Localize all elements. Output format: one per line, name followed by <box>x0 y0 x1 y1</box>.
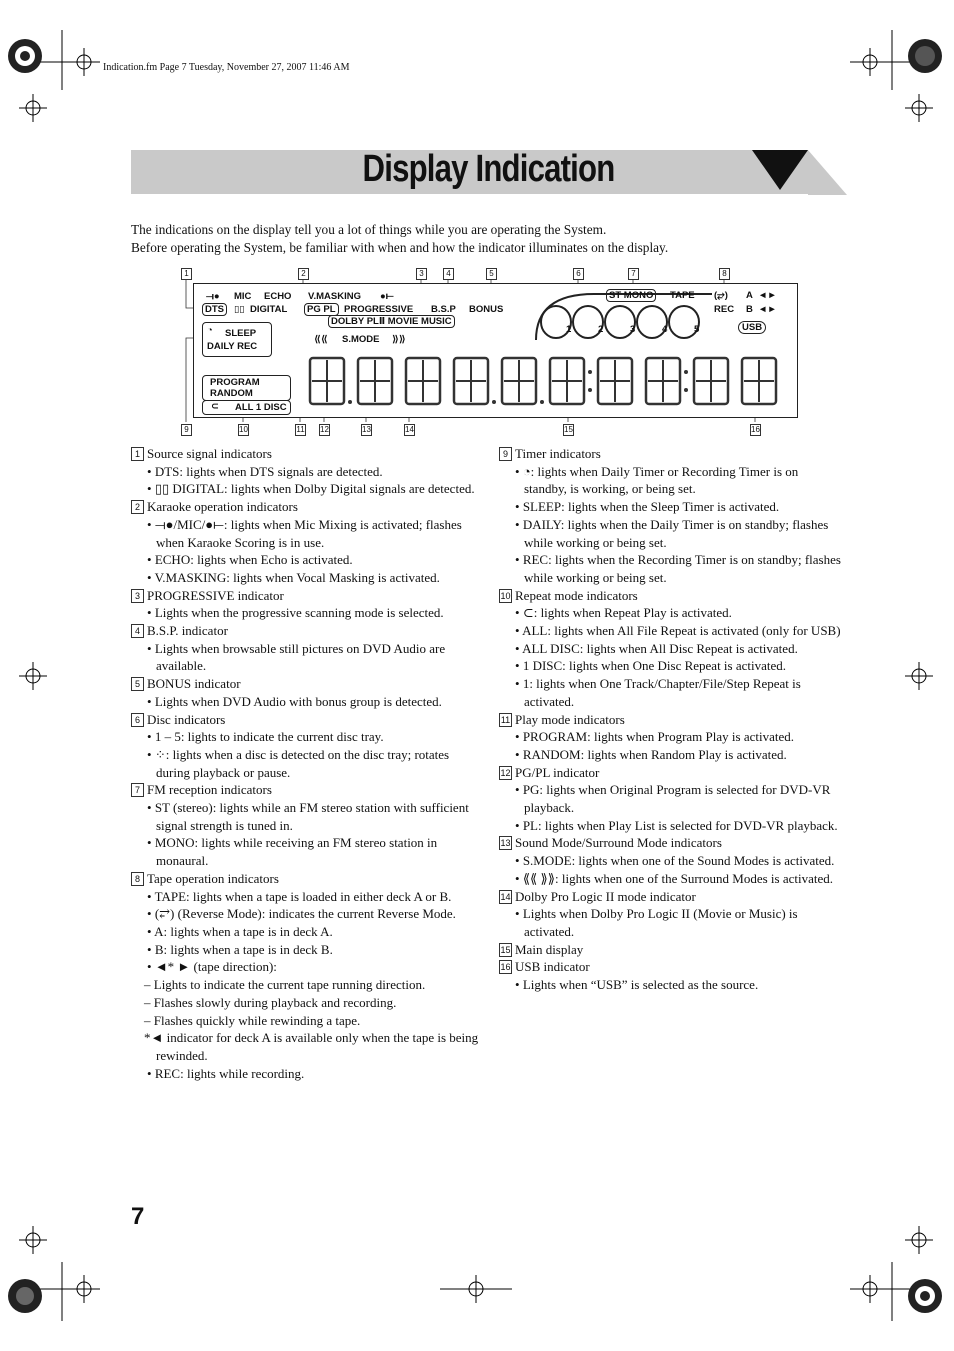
section-title: Main display <box>515 941 584 957</box>
section-number: 2 <box>131 500 144 514</box>
section-heading <box>499 587 844 605</box>
bullet-item: • ◄* ► (tape direction): <box>131 958 481 976</box>
section-heading <box>499 941 844 959</box>
bullet-item: • RANDOM: lights when Random Play is activated. <box>499 746 844 764</box>
callout-number: 3 <box>416 268 427 280</box>
bullet-item: • ⟞●/MIC/●⟝: lights when Mic Mixing is activated; flashes when Karaoke Scoring is in use. <box>131 516 481 551</box>
reverse-mode-icon: (⥂) <box>714 290 728 301</box>
right-column <box>499 445 844 994</box>
display-diagram <box>170 264 800 439</box>
section-number: 12 <box>500 767 511 778</box>
callout-number: 2 <box>298 268 309 280</box>
section-number: 16 <box>500 962 511 973</box>
tape-direction-icon: ◄► <box>758 304 777 315</box>
section-number: 6 <box>131 713 144 727</box>
section-heading <box>131 622 481 640</box>
bullet-item: • Lights when the progressive scanning mode is selected. <box>131 604 481 622</box>
section-title: BONUS indicator <box>147 676 241 692</box>
section-title: Dolby Pro Logic II mode indicator <box>515 888 696 904</box>
deck-a-indicator: A <box>746 290 753 301</box>
usb-indicator: USB <box>738 321 766 334</box>
section-heading <box>499 958 844 976</box>
all-1disc-indicator: ALL 1 DISC <box>235 402 287 413</box>
dolby-label: DOLBY PLⅡ <box>331 316 386 327</box>
deck-b-indicator: B <box>746 304 753 315</box>
section-title: FM reception indicators <box>147 782 272 798</box>
page-title: Display Indication <box>362 148 615 190</box>
section-title: USB indicator <box>515 959 590 975</box>
section-title: Disc indicators <box>147 711 226 727</box>
echo-indicator: ECHO <box>264 291 292 302</box>
section-title: Source signal indicators <box>147 446 272 461</box>
bullet-item: • MONO: lights while receiving an FM stereo station in monaural. <box>131 834 481 869</box>
bullet-item: • REC: lights when the Recording Timer is on standby; flashes while working or being set. <box>499 551 844 586</box>
bullet-item: • Lights when browsable still pictures on DVD Audio are available. <box>131 640 481 675</box>
callout-number: 7 <box>628 268 639 280</box>
bullet-item: • Lights when “USB” is selected as the source. <box>499 976 844 994</box>
main-display-segments <box>306 354 790 410</box>
callout-number: 16 <box>751 425 760 434</box>
timer-box <box>202 322 272 357</box>
bullet-item: • Lights when Dolby Pro Logic II (Movie or Music) is activated. <box>499 905 844 940</box>
section-title: Tape operation indicators <box>147 870 279 886</box>
program-indicator: PROGRAM <box>210 377 260 388</box>
section-number: 11 <box>500 714 511 725</box>
callout-number: 10 <box>239 425 248 434</box>
bullet-item: • Lights when DVD Audio with bonus group is detected. <box>131 693 481 711</box>
section-heading <box>131 587 481 605</box>
intro-line: Before operating the System, be familiar with when and how the indicator illuminates on the display. <box>131 240 669 255</box>
section-heading <box>499 445 844 463</box>
file-info: Indication.fm Page 7 Tuesday, November 27, 2007 11:46 AM <box>103 62 350 73</box>
mic-indicator: MIC <box>234 291 252 302</box>
bullet-item: • PROGRAM: lights when Program Play is activated. <box>499 728 844 746</box>
callout-number: 6 <box>573 268 584 280</box>
bullet-item: • A: lights when a tape is in deck A. <box>131 923 481 941</box>
page-number: 7 <box>131 1203 145 1230</box>
intro-line: The indications on the display tell you a lot of things while you are operating the System. <box>131 222 607 237</box>
callout-number: 13 <box>362 425 371 434</box>
section-heading <box>131 711 481 729</box>
section-heading <box>131 870 481 888</box>
bullet-item: • DTS: lights when DTS signals are detected. <box>131 463 481 481</box>
section-title: PG/PL indicator <box>515 764 600 780</box>
section-heading <box>499 711 844 729</box>
disc-number: 1 <box>566 324 572 335</box>
bullet-item: • ⁘: lights when a disc is detected on the disc tray; rotates during playback or pause. <box>131 746 481 781</box>
movie-label: MOVIE <box>387 316 419 327</box>
section-title: PROGRESSIVE indicator <box>147 587 284 603</box>
dolby-digital-icon: ▯▯ <box>234 304 245 315</box>
bullet-item: • 1 – 5: lights to indicate the current disc tray. <box>131 728 481 746</box>
mic-mixing-icon: ●⟝ <box>380 291 394 302</box>
section-title: Play mode indicators <box>515 711 625 727</box>
section-heading <box>131 445 481 463</box>
rec-indicator: REC <box>714 304 735 315</box>
disc-number: 5 <box>694 324 700 335</box>
bullet-item: • S.MODE: lights when one of the Sound Modes is activated. <box>499 852 844 870</box>
sub-item: – Lights to indicate the current tape running direction. <box>144 977 426 993</box>
pgpl-indicator: PG PL <box>304 303 339 316</box>
callout-number: 12 <box>320 425 329 434</box>
bullet-item: • PG: lights when Original Program is selected for DVD-VR playback. <box>499 781 844 816</box>
repeat-icon: ⊂ <box>211 401 219 412</box>
section-number: 15 <box>500 944 511 955</box>
vmasking-indicator: V.MASKING <box>308 291 361 302</box>
tape-indicator: TAPE <box>670 290 695 301</box>
st-mono-indicator: ST MONO <box>606 289 656 302</box>
digital-indicator: DIGITAL <box>250 304 288 315</box>
section-heading <box>131 675 481 693</box>
tape-direction-icon: ◄► <box>758 290 777 301</box>
music-label: MUSIC <box>421 316 452 327</box>
play-mode-box <box>202 375 291 401</box>
callout-number: 1 <box>181 268 192 280</box>
section-title: Karaoke operation indicators <box>147 499 298 515</box>
callout-number: 9 <box>181 424 192 436</box>
bullet-item: • ⊂: lights when Repeat Play is activated. <box>499 604 844 622</box>
section-heading <box>131 498 481 516</box>
section-number: 9 <box>499 447 512 461</box>
callout-number: 5 <box>486 268 497 280</box>
section-number: 13 <box>500 838 511 849</box>
section-heading <box>499 764 844 782</box>
section-title: B.S.P. indicator <box>147 623 228 639</box>
callout-number: 15 <box>564 425 573 434</box>
section-number: 7 <box>131 783 144 797</box>
bullet-item: • ⟪⟪ ⟫⟫: lights when one of the Surround Modes is activated. <box>499 870 844 888</box>
bullet-item: • ALL DISC: lights when All Disc Repeat is activated. <box>499 640 844 658</box>
bullet-item: • 1: lights when One Track/Chapter/File/Step Repeat is activated. <box>499 675 844 710</box>
section-number: 10 <box>500 590 511 601</box>
section-number: 4 <box>131 624 144 638</box>
bullet-item: • ECHO: lights when Echo is activated. <box>131 551 481 569</box>
disc-number: 3 <box>630 324 636 335</box>
callout-number: 14 <box>405 425 414 434</box>
section-heading <box>131 781 481 799</box>
section-title: Timer indicators <box>515 446 601 461</box>
repeat-box <box>202 400 291 415</box>
sub-item: – Flashes slowly during playback and recording. <box>144 994 397 1010</box>
bullet-item: • ◔: lights when Daily Timer or Recording Timer is on standby, is working, or being set. <box>499 463 844 498</box>
section-number: 8 <box>131 872 144 886</box>
bullet-item: • PL: lights when Play List is selected for DVD-VR playback. <box>499 817 844 835</box>
dolby-pl2-indicator <box>328 315 455 328</box>
callout-number: 8 <box>719 268 730 280</box>
mic-mixing-icon: ⟞● <box>206 291 220 302</box>
bullet-item: • ALL: lights when All File Repeat is activated (only for USB) <box>499 622 844 640</box>
progressive-indicator: PROGRESSIVE <box>344 304 414 315</box>
callout-number: 4 <box>443 268 454 280</box>
random-indicator: RANDOM <box>210 388 253 399</box>
sub-item: – Flashes quickly while rewinding a tape. <box>144 1012 361 1028</box>
daily-rec-indicator: DAILY REC <box>207 341 258 352</box>
clock-icon: ◔ <box>207 325 213 336</box>
bullet-item: • B: lights when a tape is in deck B. <box>131 941 481 959</box>
bullet-item: • 1 DISC: lights when One Disc Repeat is activated. <box>499 657 844 675</box>
surround-right-icon: ⟫⟫ <box>392 334 406 345</box>
section-heading <box>499 834 844 852</box>
callout-number: 11 <box>296 425 305 434</box>
bullet-item: • ▯▯ DIGITAL: lights when Dolby Digital signals are detected. <box>131 480 481 498</box>
disc-number: 2 <box>598 324 604 335</box>
bullet-item: • (⥂) (Reverse Mode): indicates the current Reverse Mode. <box>131 905 481 923</box>
left-column <box>131 445 481 1082</box>
bullet-item: • DAILY: lights when the Daily Timer is on standby; flashes while working or being set. <box>499 516 844 551</box>
disc-number: 4 <box>662 324 668 335</box>
bullet-item: • SLEEP: lights when the Sleep Timer is activated. <box>499 498 844 516</box>
surround-left-icon: ⟪⟪ <box>314 334 328 345</box>
bullet-item: • V.MASKING: lights when Vocal Masking is activated. <box>131 569 481 587</box>
sleep-indicator: SLEEP <box>225 328 257 339</box>
section-number: 1 <box>131 447 144 461</box>
fl-display-panel <box>193 283 798 418</box>
bullet-item: • ST (stereo): lights while an FM stereo station with sufficient signal strength is tuned in. <box>131 799 481 834</box>
section-number: 14 <box>500 891 511 902</box>
section-number: 3 <box>131 589 144 603</box>
sub-item: *◄ indicator for deck A is available only when the tape is being rewinded. <box>144 1030 479 1063</box>
section-title: Sound Mode/Surround Mode indicators <box>515 835 722 851</box>
smode-indicator: S.MODE <box>342 334 380 345</box>
bonus-indicator: BONUS <box>469 304 504 315</box>
bullet-item: • REC: lights while recording. <box>131 1065 481 1083</box>
bullet-item: • TAPE: lights when a tape is loaded in either deck A or B. <box>131 888 481 906</box>
section-heading <box>499 888 844 906</box>
section-number: 5 <box>131 677 144 691</box>
bsp-indicator: B.S.P <box>431 304 456 315</box>
section-title: Repeat mode indicators <box>515 587 638 603</box>
intro-text <box>131 221 851 257</box>
dts-indicator: DTS <box>202 303 227 316</box>
